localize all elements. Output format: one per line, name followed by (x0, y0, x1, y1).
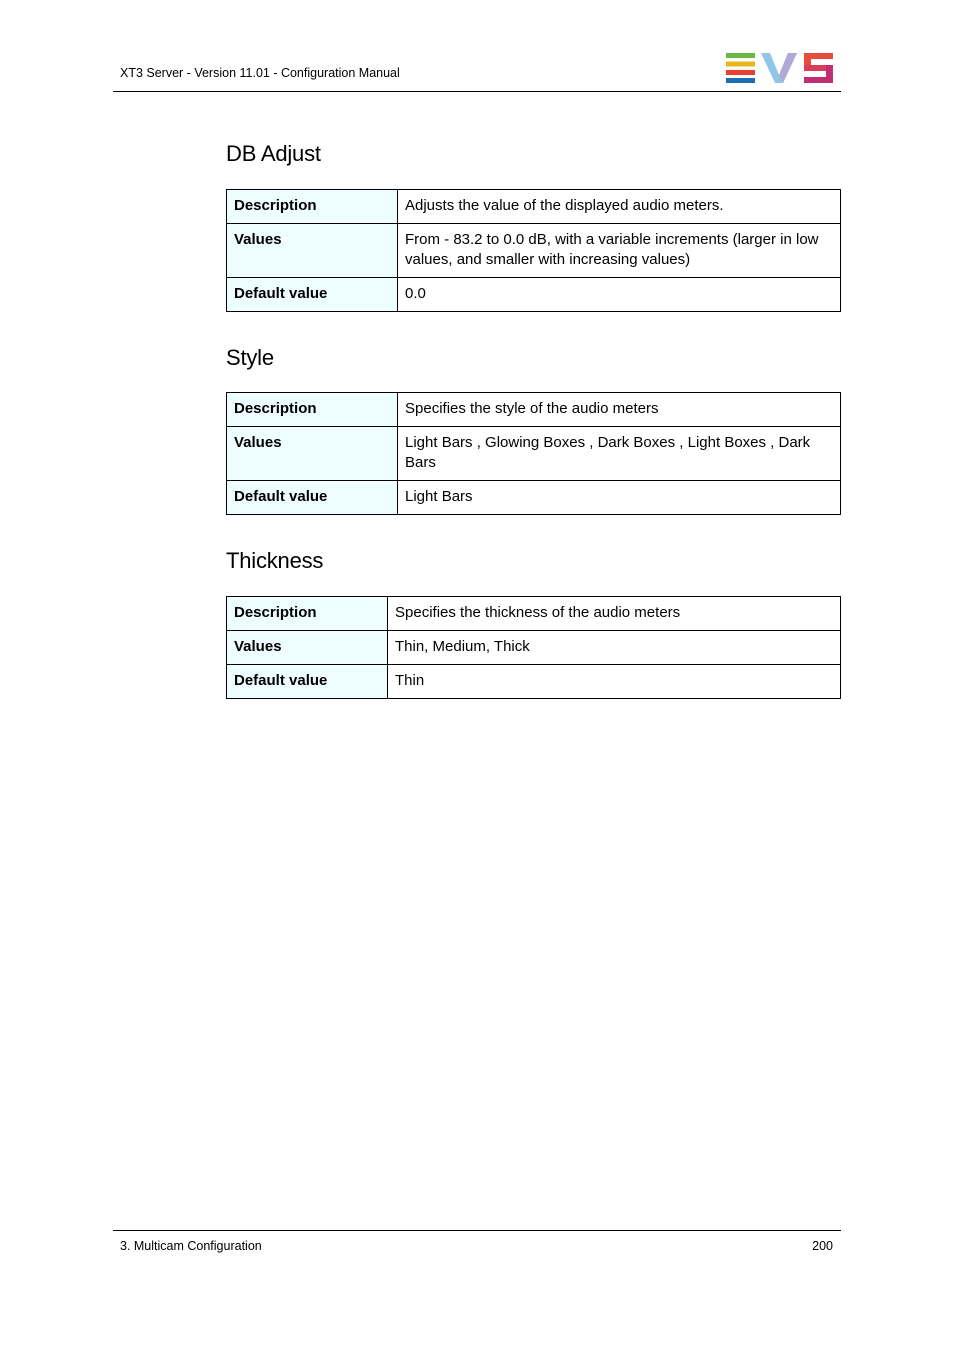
section-heading-style: Style (226, 345, 274, 370)
section-heading-db-adjust: DB Adjust (226, 141, 321, 166)
row-value: Thin, Medium, Thick (388, 631, 841, 665)
row-value: 0.0 (398, 278, 841, 312)
row-value: From - 83.2 to 0.0 dB, with a variable increments (larger in low values, and smaller with increasing values) (398, 224, 841, 278)
page-footer (113, 1230, 841, 1261)
row-key: Values (227, 224, 398, 278)
table-row (227, 597, 841, 631)
table-row (227, 631, 841, 665)
row-key: Values (227, 631, 388, 665)
row-key: Default value (227, 665, 388, 699)
db-adjust-table (226, 189, 841, 312)
page-header (113, 0, 841, 92)
row-key: Default value (227, 278, 398, 312)
row-key: Description (227, 393, 398, 427)
table-row (227, 278, 841, 312)
thickness-table (226, 596, 841, 699)
table-row (227, 190, 841, 224)
row-value: Specifies the style of the audio meters (398, 393, 841, 427)
row-value: Specifies the thickness of the audio meters (388, 597, 841, 631)
row-key: Description (227, 597, 388, 631)
section-heading-thickness: Thickness (226, 548, 324, 573)
table-row (227, 427, 841, 481)
table-row (227, 481, 841, 515)
row-value: Light Bars (398, 481, 841, 515)
page-number: 200 (812, 1239, 833, 1253)
chapter-label: 3. Multicam Configuration (120, 1239, 262, 1253)
row-value: Light Bars , Glowing Boxes , Dark Boxes , Light Boxes , Dark Bars (398, 427, 841, 481)
row-key: Values (227, 427, 398, 481)
row-value: Adjusts the value of the displayed audio meters. (398, 190, 841, 224)
table-row (227, 393, 841, 427)
table-row (227, 224, 841, 278)
table-row (227, 665, 841, 699)
style-table (226, 392, 841, 515)
row-value: Thin (388, 665, 841, 699)
row-key: Description (227, 190, 398, 224)
evs-logo (726, 53, 834, 83)
document-title: XT3 Server - Version 11.01 - Configuration Manual (120, 66, 400, 80)
row-key: Default value (227, 481, 398, 515)
